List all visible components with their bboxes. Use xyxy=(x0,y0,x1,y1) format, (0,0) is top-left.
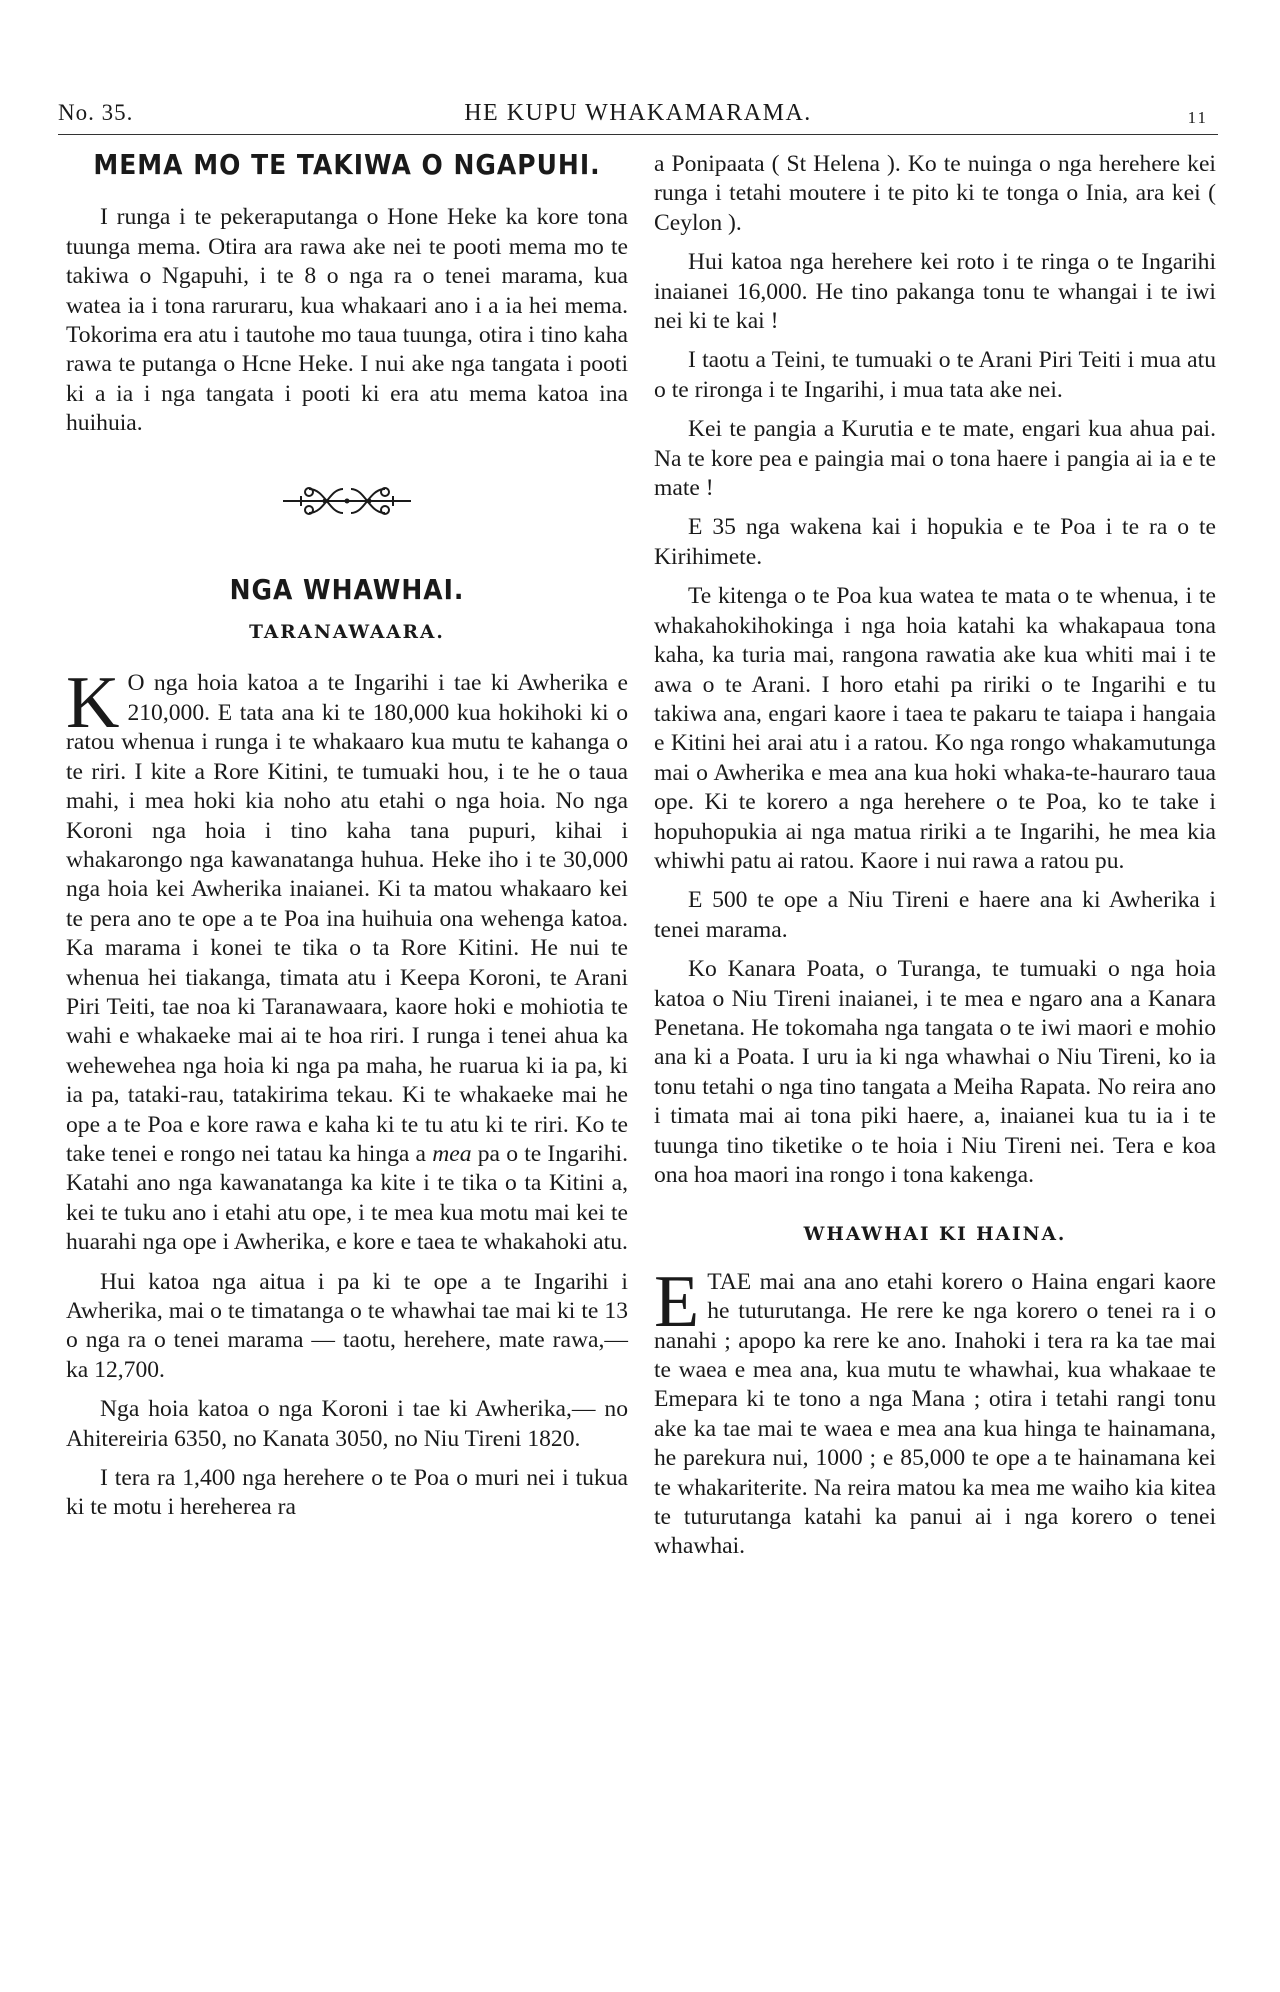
page-header xyxy=(58,100,1218,135)
article-paragraph: Hui katoa nga aitua i pa ki te ope a te Ingarihi i Awherika, mai o te timatanga o te whawhai tae mai ki te 13 o nga ra o tenei marama — taotu, herehere, mate rawa,— ka 12,700. xyxy=(66,1268,628,1383)
ornament-divider xyxy=(66,483,628,519)
article-lead-paragraph: ETAE mai ana ano etahi korero o Haina engari kaore he tuturutanga. He rere ke nga korero o tenei ra i o nanahi ; apopo ka rere ke ano. Inahoki i tera ra ka tae mai te waea e mea ana, kua mutu te whawhai, kua whakaae te Emepara ki te tono a nga Mana ; otira i tetahi rangi tonu ake ka tae mai te waea e mea ana kua hinga te hainamana, he parekura nui, 1000 ; e 85,000 te ope a te hainamana kei te whakariterite. Na reira matou ka mea me waiho kia kitea te tuturutanga katahi ka panui ai i nga korero o tenei whawhai. xyxy=(654,1260,1216,1560)
article-paragraph: Hui katoa nga herehere kei roto i te ringa o te Ingarihi inaianei 16,000. He tino pakanga tonu te whangai i te iwi nei ki te kai ! xyxy=(654,249,1216,335)
article-paragraph: Ko Kanara Poata, o Turanga, te tumuaki o nga hoia katoa o Niu Tireni inaianei, i te mea e ngaro ana a Kanara Penetana. He tokomaha nga tangata o te iwi maori e mohio ana ki a Poata. I uru ia ki nga whawhai o Niu Tireni, ko ia tonu tetahi o nga tino tangata a Meiha Rapata. No reira ano i timata mai ai tona piki haere, a, inaianei kua tu ia i te tuunga tino tiketike o te hoia i Niu Tireni nei. Tera e koa ona hoa maori ina rongo i tona kakenga. xyxy=(654,956,1216,1188)
article-lead-paragraph: K O nga hoia katoa a te Ingarihi i tae ki Awherika e 210,000. E tata ana ki te 180,000 kua hokihoki ki o ratou whenua i runga i te whakaaro kua mutu te kahanga o te riri. I kite a Rore Kitini, te tumuaki hou, i te he o taua mahi, i mea hoki kia noho atu etahi o nga hoia. No nga Koroni nga hoia i tino kaha tana pupuri, kihai i whakarongo nga kawanatanga huhua. Heke iho i te 30,000 nga hoia kei Awherika inaianei. Ki ta matou whakaaro kei te pera ano te ope a te Poa ina huihuia ona wehenga katoa. Ka marama i konei te tika o ta Rore Kitini. He nui te whenua hei tiakanga, timata atu i Keepa Koroni, te Arani Piri Teiti, tae noa ki Taranawaara, kaore hoki e mohiotia te wahi e whakaeke mai ai te hoa riri. I runga i tenei ahua ka wehewehea nga hoia ki nga pa maha, he ruarua ki ia pa, ki ia pa, tataki-rau, tatakirima tekau. Ki te whakaeke mai he ope a te Poa e kore rawa e kaha ki te tu atu ki te riri. Ko te take tenei e rongo nei tatau ka hinga a mea pa o te Ingarihi. Katahi ano nga kawanatanga ka kite i te tika o ta Kitini a, kei te tuku ano i etahi atu ope, i te mea kua motu mai kei te huarahi nga ope i Awherika, e kore e taea te whakahoki atu. xyxy=(66,662,628,1256)
article-paragraph: I runga i te pekeraputanga o Hone Heke ka kore tona tuunga mema. Otira ara rawa ake nei te pooti mema mo te takiwa o Ngapuhi, i te 8 o nga ra o tenei marama, kua watea ia i tona raruraru, kua whakaari ano i a ia hei mema. Tokorima era atu i tautohe mo taua tuunga, otira i tino kaha rawa te putanga o Hcne Heke. I nui ake nga tangata i pooti ki a ia i nga tangata i pooti ki era atu mema katoa ina huihuia. xyxy=(66,204,628,437)
page-number: 11 xyxy=(1187,108,1208,127)
article-title-whawhai-ki-haina: WHAWHAI KI HAINA. xyxy=(803,1224,1067,1246)
drop-cap: K xyxy=(66,662,120,745)
continued-paragraph: a Ponipaata ( St Helena ). Ko te nuinga o nga herehere kei runga i tetahi moutere i te pito ki te tonga o Inia, ara kei ( Ceylon ). xyxy=(654,151,1216,236)
publication-title: HE KUPU WHAKAMARAMA. xyxy=(464,100,812,126)
article-paragraph: E 35 nga wakena kai i hopukia e te Poa i te ra o te Kirihimete. xyxy=(654,514,1216,570)
issue-number: No. 35. xyxy=(58,100,134,125)
article-paragraph: Nga hoia katoa o nga Koroni i tae ki Awherika,— no Ahitereiria 6350, no Kanata 3050, no Niu Tireni 1820. xyxy=(66,1396,628,1452)
drop-cap: E xyxy=(654,1260,700,1343)
italic-word: mea xyxy=(432,1140,472,1167)
article-paragraph: E 500 te ope a Niu Tireni e haere ana ki Awherika i tenei marama. xyxy=(654,887,1216,943)
left-column xyxy=(66,150,628,1523)
article-paragraph: I taotu a Teini, te tumuaki o te Arani Piri Teiti i mua atu o te rironga i te Ingarihi, i mua tata ake nei. xyxy=(654,347,1216,403)
article-subtitle-taranawaara: TARANAWAARA. xyxy=(249,622,445,644)
article-title-nga-whawhai: NGA WHAWHAI. xyxy=(229,573,465,606)
article-paragraph: Kei te pangia a Kurutia e te mate, engari kua ahua pai. Na te kore pea e paingia mai o tona haere i pangia ai ia e te mate ! xyxy=(654,416,1216,502)
article-title-mema: MEMA MO TE TAKIWA O NGAPUHI. xyxy=(93,148,601,181)
article-paragraph: Te kitenga o te Poa kua watea te mata o te whenua, i te whakahokihokinga i nga hoia katahi ka whakapaua tona kaha, ka turia mai, rangona rawatia ake kua whiti mai i te awa o te Arani. I horo etahi pa ririki o te Ingarihi e tu takiwa ana, engari kaore i taea te pakaru te taiapa i hangaia e Kitini hei arai atu i a ratou. Ko nga rongo whakamutunga mai o Awherika e mea ana kua hoki whaka-te-hauraro taua ope. Ki te korero a nga herehere o te Poa, ko te take i hopuhopukia ai nga matua ririki a te Ingarihi, he mea kia whiwhi patu ai ratou. Kaore i nui rawa a ratou pu. xyxy=(654,583,1216,874)
decorative-scroll-icon xyxy=(281,483,413,519)
article-paragraph: I tera ra 1,400 nga herehere o te Poa o muri nei i tukua ki te motu i hereherea ra xyxy=(66,1465,628,1521)
right-column xyxy=(654,150,1216,1562)
